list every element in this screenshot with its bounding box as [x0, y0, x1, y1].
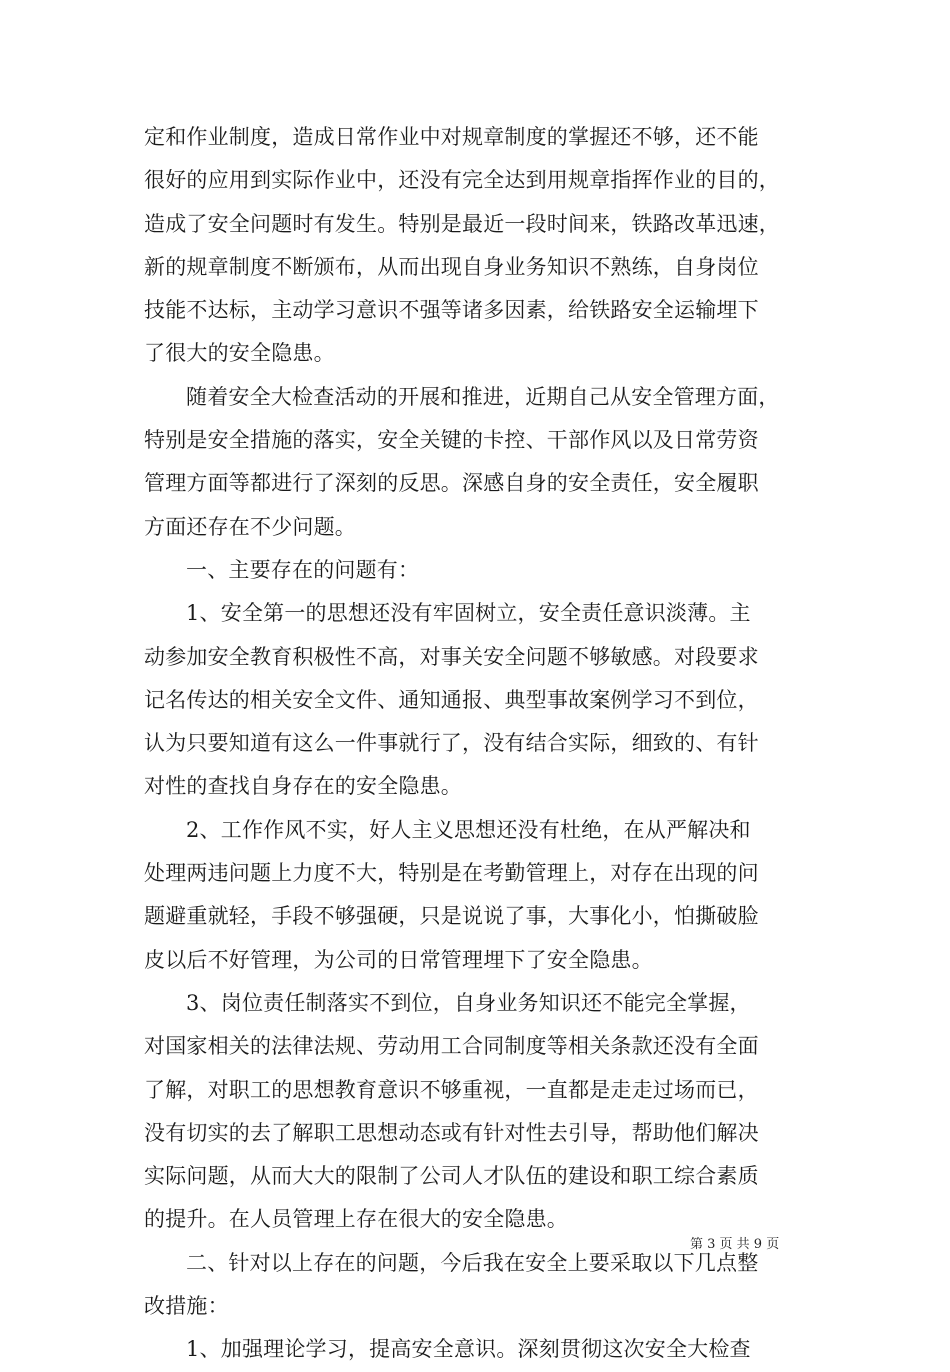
text-line: 题避重就轻，手段不够强硬，只是说说了事，大事化小，怕撕破脸 — [144, 904, 759, 929]
text-line: 技能不达标，主动学习意识不强等诸多因素，给铁路安全运输埋下 — [144, 298, 759, 323]
text-line: 一、主要存在的问题有： — [186, 557, 420, 582]
text-line: 处理两违问题上力度不大，特别是在考勤管理上，对存在出现的问 — [144, 861, 759, 886]
text-line: 造成了安全问题时有发生。特别是最近一段时间来，铁路改革迅速， — [144, 211, 780, 236]
text-line: 1、加强理论学习，提高安全意识。深刻贯彻这次安全大检查 — [186, 1337, 751, 1362]
text-line: 记名传达的相关安全文件、通知通报、典型事故案例学习不到位， — [144, 687, 759, 712]
text-line: 的提升。在人员管理上存在很大的安全隐患。 — [144, 1207, 568, 1232]
text-line: 二、针对以上存在的问题，今后我在安全上要采取以下几点整 — [186, 1250, 759, 1275]
text-line: 了很大的安全隐患。 — [144, 341, 335, 366]
text-line: 管理方面等都进行了深刻的反思。深感自身的安全责任，安全履职 — [144, 471, 759, 496]
text-line: 很好的应用到实际作业中，还没有完全达到用规章指挥作业的目的， — [144, 168, 780, 193]
text-line: 认为只要知道有这么一件事就行了，没有结合实际，细致的、有针 — [144, 731, 759, 756]
text-line: 随着安全大检查活动的开展和推进，近期自己从安全管理方面， — [186, 384, 780, 409]
text-line: 3、岗位责任制落实不到位，自身业务知识还不能完全掌握， — [186, 990, 751, 1015]
text-line: 对国家相关的法律法规、劳动用工合同制度等相关条款还没有全面 — [144, 1034, 759, 1059]
text-line: 实际问题，从而大大的限制了公司人才队伍的建设和职工综合素质 — [144, 1164, 759, 1189]
text-line: 对性的查找自身存在的安全隐患。 — [144, 774, 462, 799]
text-line: 新的规章制度不断颁布，从而出现自身业务知识不熟练，自身岗位 — [144, 254, 759, 279]
text-line: 没有切实的去了解职工思想动态或有针对性去引导，帮助他们解决 — [144, 1120, 759, 1145]
text-line: 动参加安全教育积极性不高，对事关安全问题不够敏感。对段要求 — [144, 644, 759, 669]
text-line: 定和作业制度，造成日常作业中对规章制度的掌握还不够，还不能 — [144, 125, 759, 149]
text-line: 了解，对职工的思想教育意识不够重视，一直都是走走过场而已， — [144, 1077, 759, 1102]
document-body — [144, 116, 814, 1372]
text-line: 特别是安全措施的落实，安全关键的卡控、干部作风以及日常劳资 — [144, 428, 759, 453]
text-line: 皮以后不好管理，为公司的日常管理埋下了安全隐患。 — [144, 947, 653, 972]
text-line: 1、安全第一的思想还没有牢固树立，安全责任意识淡薄。主 — [186, 601, 751, 626]
text-line: 方面还存在不少问题。 — [144, 514, 356, 539]
text-line: 改措施： — [144, 1294, 229, 1319]
page-number-footer: 第 3 页 共 9 页 — [690, 1237, 780, 1252]
text-line: 2、工作作风不实，好人主义思想还没有杜绝，在从严解决和 — [186, 817, 751, 842]
